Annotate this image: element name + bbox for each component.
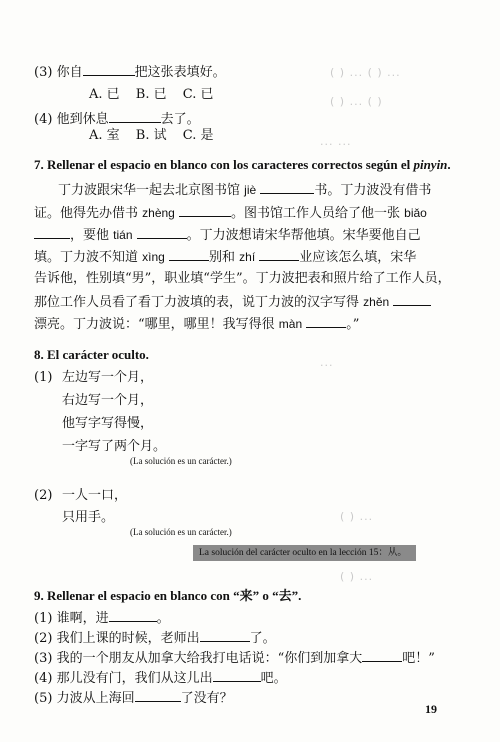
answer-blank[interactable] [179,205,231,217]
question-text-before: 他到休息 [56,112,109,127]
answer-blank[interactable] [137,227,187,239]
riddle-note: (La solución es un carácter.) [130,527,232,537]
pinyin-hint: xìng [142,250,165,264]
page-number: 19 [425,702,437,716]
solution-banner: La solución del carácter oculto en la lección 15：从。 [193,545,416,561]
exercise-number: 9. [34,588,44,603]
ex9-item: (1) 谁啊，进 。 [34,611,170,626]
question-text-before: 你自 [56,65,83,80]
ex9-item: (2) 我们上课的时候，老师出 了。 [34,631,276,646]
answer-blank[interactable] [213,670,261,682]
question-number: (3) [34,65,53,80]
option-b[interactable]: B. 试 [135,128,167,143]
ex8-q2-number: (2) [34,488,53,503]
ex7-line-2: 证。他得先办借书 zhèng 。图书馆工作人员给了他一张 biǎo [34,206,427,221]
ex9-item: (4) 那儿没有门，我们从这儿出 吧。 [34,671,287,686]
question-number: (5) [34,691,53,706]
ex7-line-7: 漂亮。丁力波说：“哪里，哪里！我写得很 màn 。” [34,317,360,332]
bleed-through-text: ( ) ... ( ) ... [330,66,401,79]
exercise-instruction: Rellenar el espacio en blanco con “来” o “去”. [47,588,302,603]
answer-blank[interactable] [109,111,161,123]
pinyin-hint: tián [113,228,133,242]
riddle-line: 他写字写得慢， [62,416,154,431]
riddle-line: 一人一口， [62,488,128,503]
ex8-heading [34,347,149,363]
ex7-line-4: 填。丁力波不知道 xìng 别和 zhí 业应该怎么填，宋华 [34,250,417,265]
ex7-line-6: 那位工作人员看了看丁力波填的表，说丁力波的汉字写得 zhěn [34,294,431,311]
riddle-line: 左边写一个月， [62,370,154,385]
ex9-heading [34,588,301,604]
bleed-through-text: ... [320,356,334,369]
question-text-after: 去了。 [160,112,200,127]
answer-blank[interactable] [362,650,402,662]
ex6-q4 [34,111,200,128]
bleed-through-text: ( ) ... [340,570,374,583]
pinyin-hint: jiè [244,183,257,197]
exercise-number: 8. [34,347,44,362]
bleed-through-text: ( ) ... ( ) [330,95,383,108]
ex7-line-3: ，要他 tián 。丁力波想请宋华帮他填。宋华要他自己 [34,227,421,244]
question-number: (4) [34,671,53,686]
option-c[interactable]: C. 是 [182,128,214,143]
option-a[interactable]: A. 已 [89,87,120,102]
riddle-note: (La solución es un carácter.) [130,456,232,466]
answer-blank[interactable] [109,610,157,622]
ex6-q3-options [89,87,214,103]
answer-blank[interactable] [135,690,181,702]
ex7-heading: 7. Rellenar el espacio en blanco con los caracteres correctos según el pinyin. [34,157,451,172]
answer-blank[interactable] [393,294,431,306]
pinyin-hint: zhěn [363,295,390,309]
pinyin-hint: zhí [239,250,256,264]
answer-blank[interactable] [169,249,209,261]
riddle-line: 右边写一个月， [62,393,154,408]
ex8-q1-number: (1) [34,370,53,385]
answer-blank[interactable] [260,182,314,194]
riddle-line: 一字写了两个月。 [62,439,167,454]
ex6-q3 [34,64,226,81]
ex9-item: (3) 我的一个朋友从加拿大给我打电话说：“你们到加拿大 吧！” [34,651,435,666]
ex6-q4-options [89,128,214,144]
pinyin-hint: biǎo [404,206,427,220]
answer-blank[interactable] [83,64,135,76]
ex9-item: (5) 力波从上海回 了没有？ [34,691,233,706]
pinyin-hint: màn [278,317,303,331]
ex7-line-5: 告诉他，性别填“男”，职业填“学生”。丁力波把表和照片给了工作人员， [34,271,451,286]
answer-blank[interactable] [259,249,299,261]
question-number: (3) [34,651,53,666]
ex7-line-1: 丁力波跟宋华一起去北京图书馆 jiè 书。丁力波没有借书 [58,183,432,198]
bleed-through-text: ... ... [320,135,352,148]
riddle-line: 只用手。 [62,510,115,525]
pinyin-hint: zhèng [142,206,175,220]
option-b[interactable]: B. 已 [135,87,167,102]
answer-blank[interactable] [200,630,250,642]
bleed-through-text: ( ) ... [340,510,374,523]
option-c[interactable]: C. 已 [182,87,214,102]
exercise-instruction: El carácter oculto. [47,347,149,362]
exercise-instruction-italic: pinyin [413,157,448,172]
exercise-instruction: Rellenar el espacio en blanco con los caracteres correctos según el [47,157,411,172]
question-number: (4) [34,112,53,127]
exercise-number: 7. [34,157,44,172]
option-a[interactable]: A. 室 [89,128,120,143]
question-number: (2) [34,631,53,646]
question-number: (1) [34,611,53,626]
answer-blank[interactable] [34,227,70,239]
question-text-after: 把这张表填好。 [134,65,226,80]
answer-blank[interactable] [306,316,346,328]
